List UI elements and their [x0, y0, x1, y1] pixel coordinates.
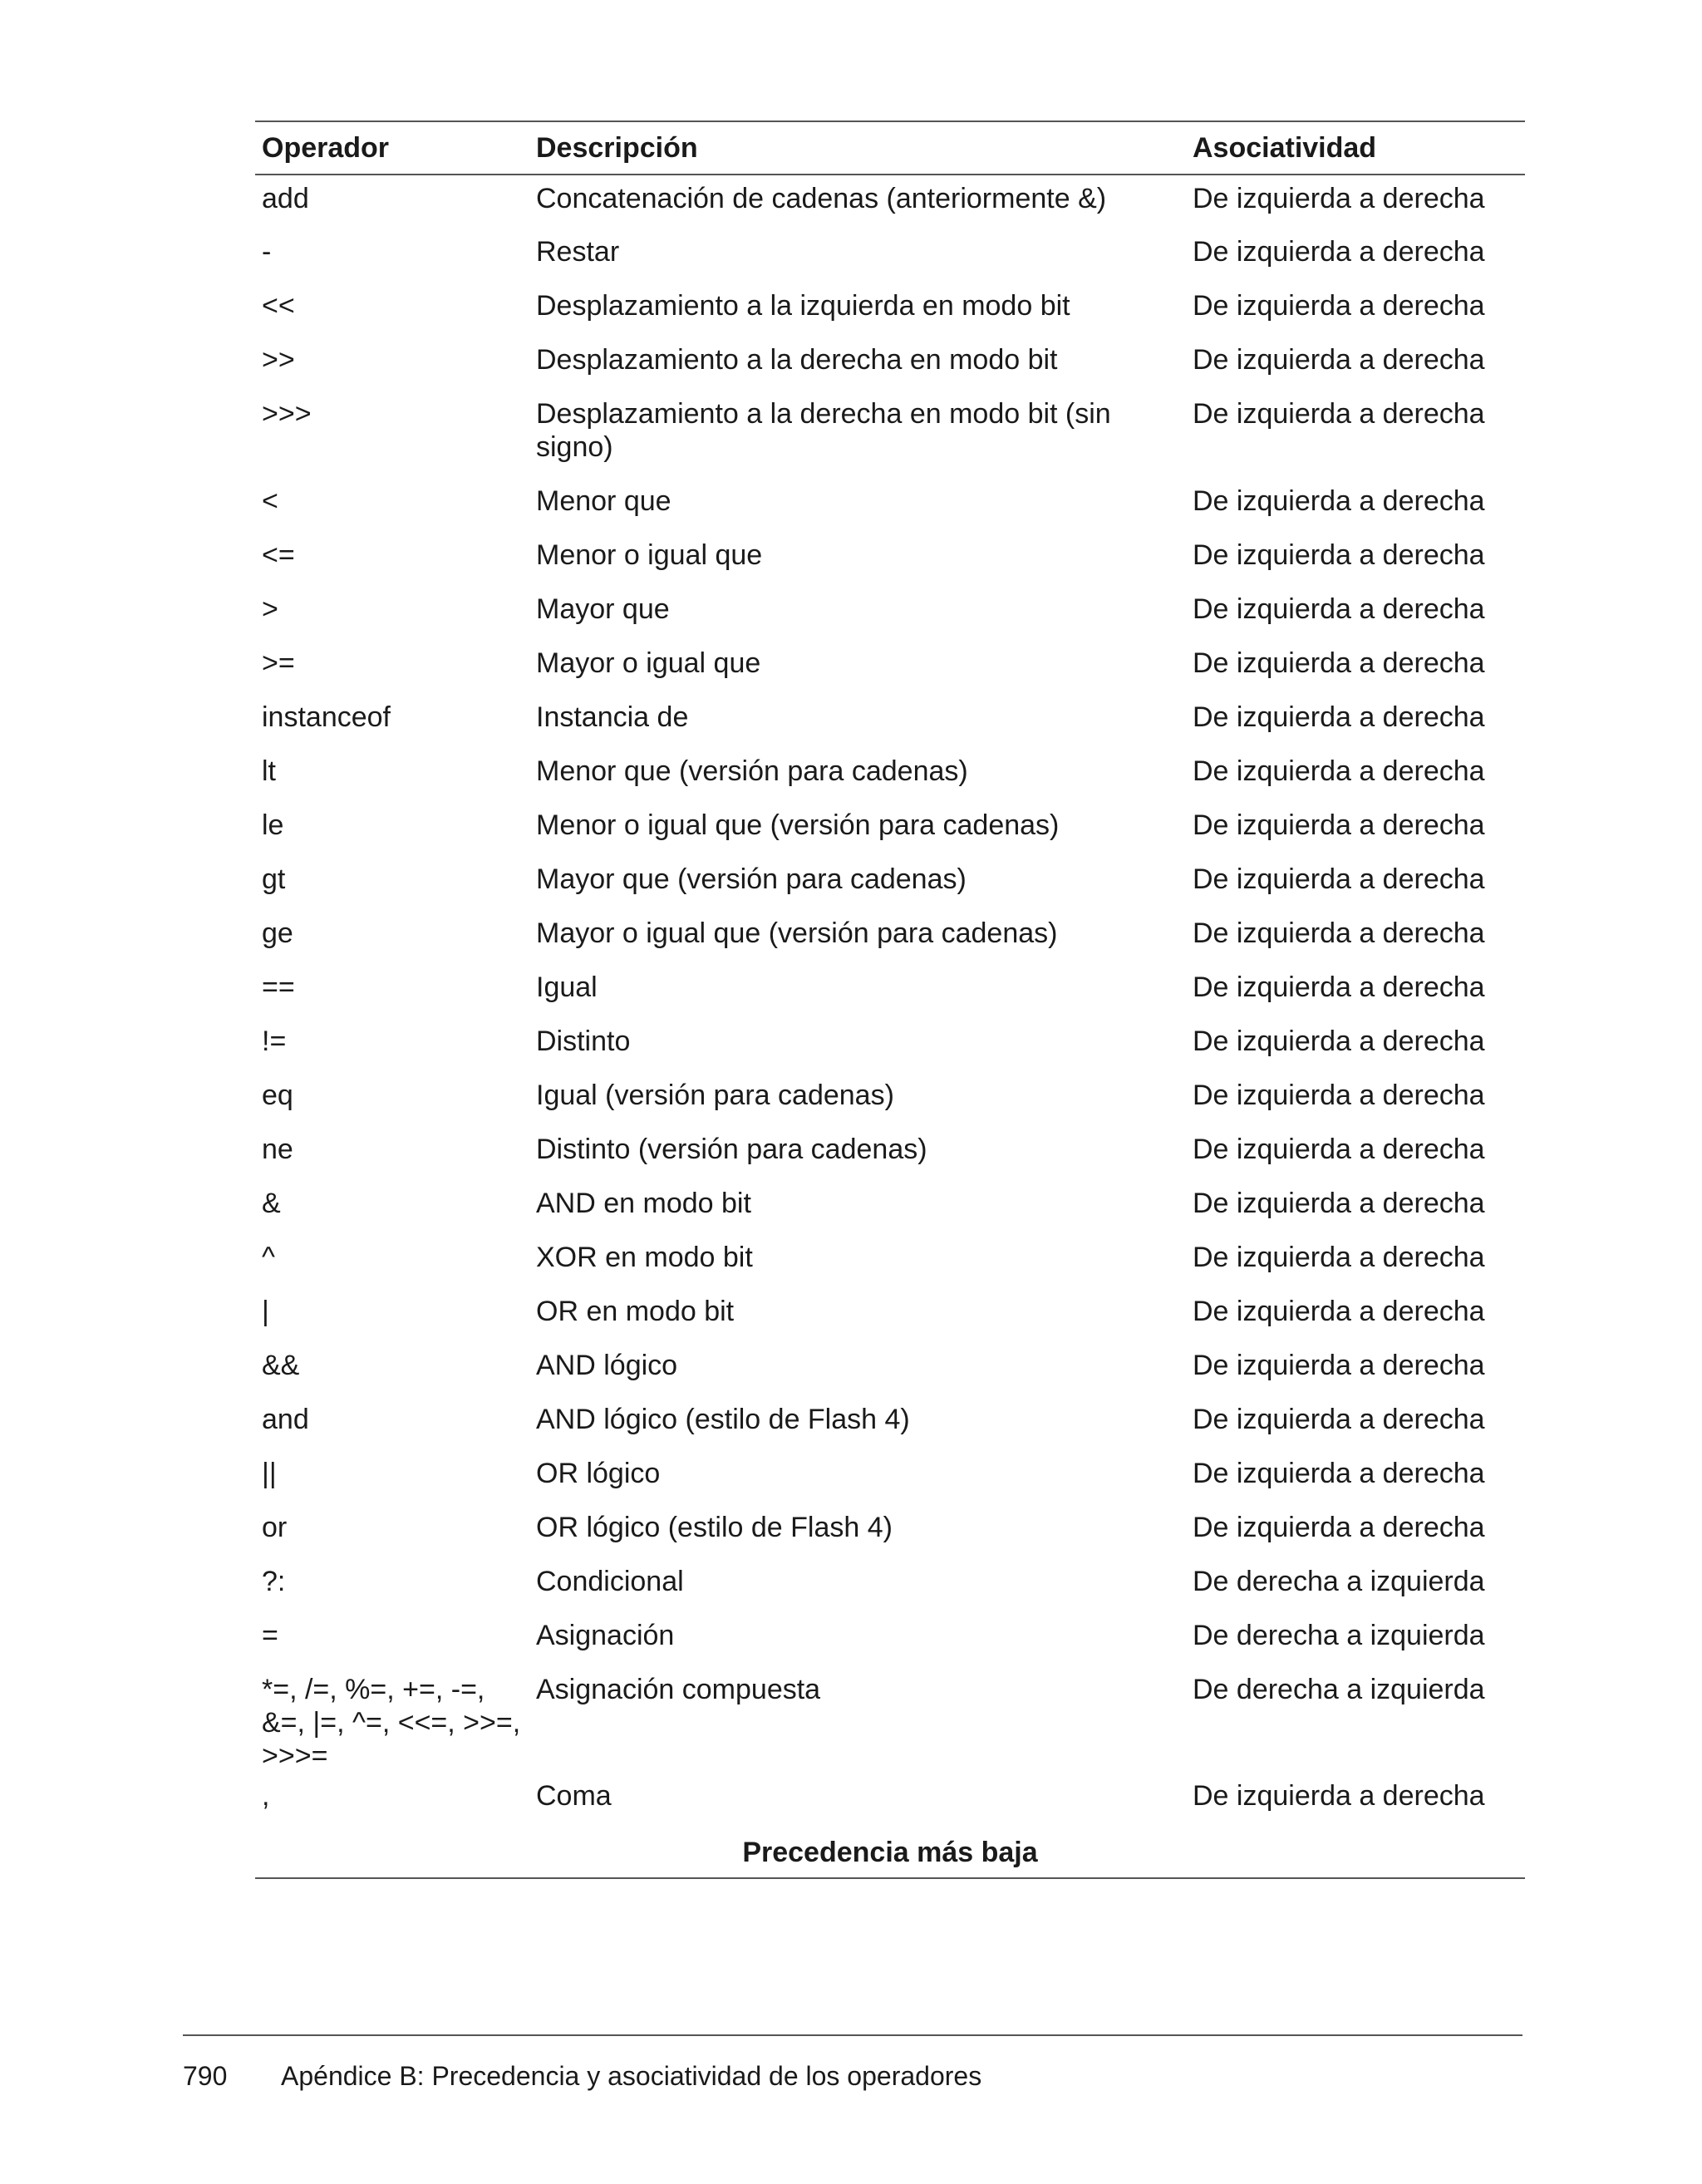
associativity-cell: De izquierda a derecha: [1193, 647, 1485, 679]
associativity-cell: De izquierda a derecha: [1193, 485, 1485, 517]
associativity-cell: De izquierda a derecha: [1193, 863, 1485, 895]
table-body: [255, 175, 1525, 1878]
table-row: [255, 1396, 1525, 1450]
table-row: [255, 478, 1525, 532]
operator-cell: >: [262, 593, 278, 625]
associativity-cell: De izquierda a derecha: [1193, 1188, 1485, 1219]
operator-cell: <=: [262, 539, 295, 571]
description-cell: OR en modo bit: [536, 1296, 735, 1327]
associativity-cell: De izquierda a derecha: [1193, 236, 1485, 268]
description-cell: Restar: [536, 236, 620, 268]
operator-cell: le: [262, 809, 284, 841]
description-cell: OR lógico (estilo de Flash 4): [536, 1512, 893, 1543]
description-cell: Menor o igual que (versión para cadenas): [536, 809, 1060, 841]
header-operador: Operador: [255, 121, 529, 175]
description-cell: Mayor que (versión para cadenas): [536, 863, 967, 895]
associativity-cell: De izquierda a derecha: [1193, 1512, 1485, 1543]
description-cell: Mayor o igual que: [536, 647, 761, 679]
associativity-cell: De izquierda a derecha: [1193, 1458, 1485, 1489]
description-cell: Desplazamiento a la izquierda en modo bit: [536, 290, 1070, 322]
associativity-cell: De izquierda a derecha: [1193, 183, 1485, 214]
page-footer: [183, 2034, 1522, 2091]
associativity-cell: De izquierda a derecha: [1193, 755, 1485, 787]
description-cell: Coma: [536, 1780, 612, 1812]
table-row: [255, 175, 1525, 229]
associativity-cell: De izquierda a derecha: [1193, 1350, 1485, 1381]
operator-cell: ,: [262, 1780, 270, 1812]
operator-cell: ==: [262, 971, 295, 1003]
table-row: [255, 1126, 1525, 1180]
description-cell: Desplazamiento a la derecha en modo bit (sin signo): [536, 398, 1111, 463]
description-cell: Menor o igual que: [536, 539, 763, 571]
table-row: [255, 1180, 1525, 1234]
associativity-cell: De izquierda a derecha: [1193, 809, 1485, 841]
table-row: [255, 640, 1525, 694]
table-row: [255, 1450, 1525, 1504]
description-cell: OR lógico: [536, 1458, 661, 1489]
table-row: [255, 229, 1525, 283]
operator-cell: ne: [262, 1134, 293, 1165]
associativity-cell: De izquierda a derecha: [1193, 539, 1485, 571]
associativity-cell: De izquierda a derecha: [1193, 290, 1485, 322]
associativity-cell: De izquierda a derecha: [1193, 1404, 1485, 1435]
lowest-precedence-label: Precedencia más baja: [255, 1827, 1525, 1878]
operator-cell: lt: [262, 755, 276, 787]
table-row: [255, 586, 1525, 640]
operator-cell: =: [262, 1620, 278, 1651]
header-descripcion: Descripción: [529, 121, 1186, 175]
description-cell: Instancia de: [536, 701, 689, 733]
description-cell: Asignación: [536, 1620, 675, 1651]
associativity-cell: De derecha a izquierda: [1193, 1566, 1485, 1597]
description-cell: AND en modo bit: [536, 1188, 751, 1219]
description-cell: Asignación compuesta: [536, 1674, 821, 1705]
associativity-cell: De derecha a izquierda: [1193, 1620, 1485, 1651]
associativity-cell: De izquierda a derecha: [1193, 701, 1485, 733]
operator-cell: <<: [262, 290, 295, 322]
description-cell: Mayor o igual que (versión para cadenas): [536, 917, 1058, 949]
table-row: [255, 337, 1525, 391]
operator-cell: ?:: [262, 1566, 286, 1597]
associativity-cell: De izquierda a derecha: [1193, 344, 1485, 376]
operator-cell: ||: [262, 1458, 277, 1489]
associativity-cell: De izquierda a derecha: [1193, 1242, 1485, 1273]
description-cell: Desplazamiento a la derecha en modo bit: [536, 344, 1058, 376]
associativity-cell: De izquierda a derecha: [1193, 1080, 1485, 1111]
description-cell: Menor que (versión para cadenas): [536, 755, 968, 787]
associativity-cell: De izquierda a derecha: [1193, 398, 1485, 430]
operator-cell: gt: [262, 863, 286, 895]
table-row: [255, 1288, 1525, 1342]
description-cell: Distinto: [536, 1026, 631, 1057]
table-header-row: [255, 121, 1525, 175]
description-cell: Condicional: [536, 1566, 684, 1597]
associativity-cell: De izquierda a derecha: [1193, 1134, 1485, 1165]
description-cell: Concatenación de cadenas (anteriormente &): [536, 183, 1107, 214]
operator-precedence-table: [255, 121, 1525, 1879]
table-row: [255, 1666, 1525, 1773]
operator-cell: |: [262, 1296, 269, 1327]
operator-cell: >>>: [262, 398, 312, 430]
associativity-cell: De izquierda a derecha: [1193, 917, 1485, 949]
table-row: [255, 1504, 1525, 1558]
associativity-cell: De derecha a izquierda: [1193, 1674, 1485, 1705]
table-row: [255, 283, 1525, 337]
operator-cell: &: [262, 1188, 281, 1219]
operator-cell: and: [262, 1404, 309, 1435]
operator-cell: -: [262, 236, 272, 268]
running-footer-title: Apéndice B: Precedencia y asociatividad de los operadores: [281, 2061, 982, 2091]
description-cell: XOR en modo bit: [536, 1242, 753, 1273]
associativity-cell: De izquierda a derecha: [1193, 971, 1485, 1003]
table-row: [255, 1234, 1525, 1288]
operator-cell: eq: [262, 1080, 293, 1111]
description-cell: Menor que: [536, 485, 671, 517]
operator-cell: >=: [262, 647, 295, 679]
table-row: [255, 694, 1525, 748]
associativity-cell: De izquierda a derecha: [1193, 1780, 1485, 1812]
operator-cell: ^: [262, 1242, 275, 1273]
operator-cell: *=, /=, %=, +=, -=, &=, |=, ^=, <<=, >>=, >>>=: [262, 1674, 521, 1772]
table-row: [255, 1018, 1525, 1072]
table-row: [255, 532, 1525, 586]
operator-cell: >>: [262, 344, 295, 376]
table-row: [255, 1773, 1525, 1827]
description-cell: Igual (versión para cadenas): [536, 1080, 894, 1111]
operator-cell: ge: [262, 917, 293, 949]
operator-cell: instanceof: [262, 701, 391, 733]
table-row: [255, 1072, 1525, 1126]
table-row: [255, 1612, 1525, 1666]
operator-cell: !=: [262, 1026, 287, 1057]
associativity-cell: De izquierda a derecha: [1193, 1026, 1485, 1057]
associativity-cell: De izquierda a derecha: [1193, 593, 1485, 625]
description-cell: AND lógico: [536, 1350, 678, 1381]
table-footer-row: [255, 1827, 1525, 1878]
operator-cell: <: [262, 485, 278, 517]
operator-cell: &&: [262, 1350, 300, 1381]
page-number: 790: [183, 2061, 228, 2091]
operator-cell: or: [262, 1512, 288, 1543]
table-row: [255, 1558, 1525, 1612]
header-asociatividad: Asociatividad: [1186, 121, 1525, 175]
table-row: [255, 856, 1525, 910]
table-row: [255, 802, 1525, 856]
table-row: [255, 964, 1525, 1018]
description-cell: Igual: [536, 971, 598, 1003]
table-row: [255, 1342, 1525, 1396]
table-row: [255, 748, 1525, 802]
operator-cell: add: [262, 183, 309, 214]
associativity-cell: De izquierda a derecha: [1193, 1296, 1485, 1327]
description-cell: Distinto (versión para cadenas): [536, 1134, 927, 1165]
table-row: [255, 910, 1525, 964]
description-cell: AND lógico (estilo de Flash 4): [536, 1404, 910, 1435]
table-row: [255, 391, 1525, 478]
description-cell: Mayor que: [536, 593, 670, 625]
